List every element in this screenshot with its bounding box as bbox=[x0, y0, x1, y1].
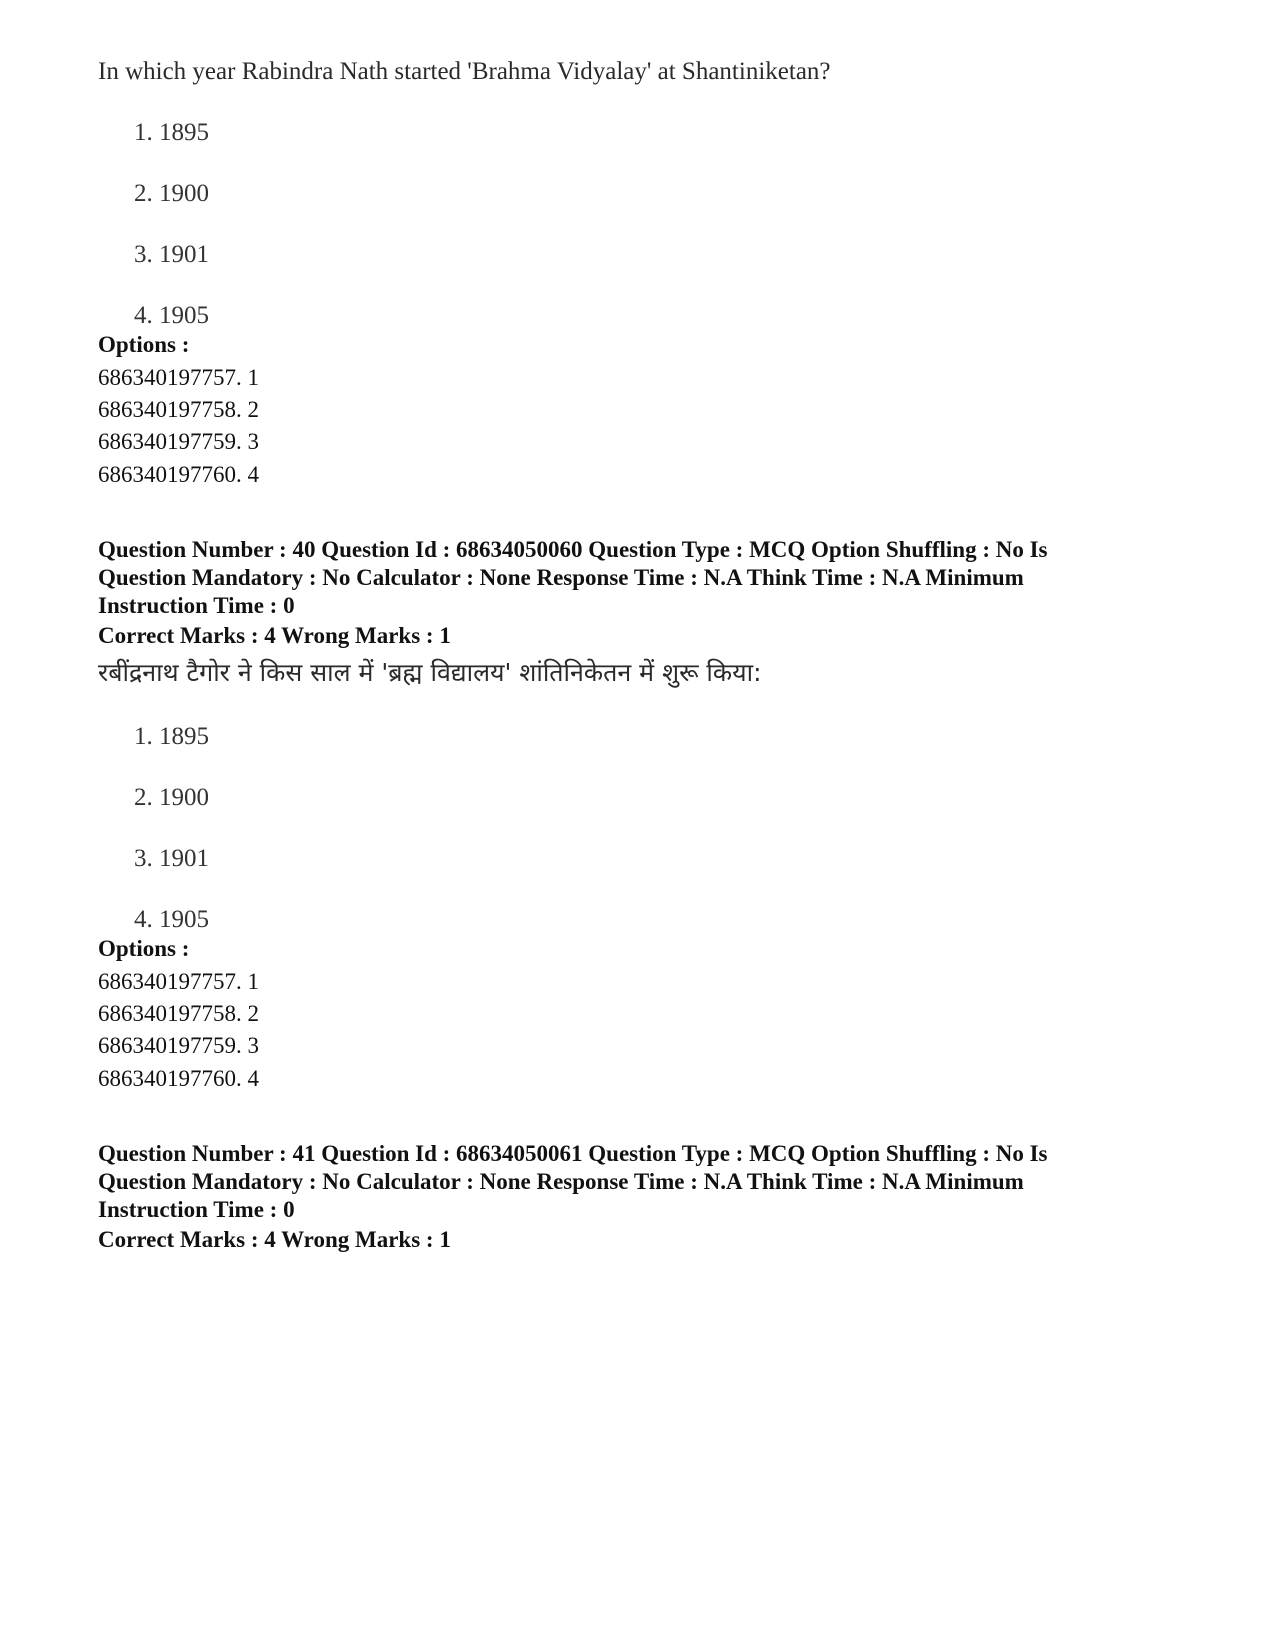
question-39-text: In which year Rabindra Nath started 'Brahma Vidyalay' at Shantiniketan? bbox=[98, 58, 831, 85]
question-39-option-1: 686340197757. 1 bbox=[98, 365, 259, 390]
question-39-option-4: 686340197760. 4 bbox=[98, 462, 259, 487]
question-41-meta bbox=[98, 1140, 1178, 1224]
question-39-option-3: 686340197759. 3 bbox=[98, 429, 259, 454]
question-41-marks: Correct Marks : 4 Wrong Marks : 1 bbox=[98, 1227, 451, 1252]
question-40-meta-line-2: Question Mandatory : No Calculator : None Response Time : N.A Think Time : N.A Minimum bbox=[98, 565, 1024, 590]
question-40-option-3: 686340197759. 3 bbox=[98, 1033, 259, 1058]
question-41-meta-line-3: Instruction Time : 0 bbox=[98, 1197, 295, 1222]
question-40-choice-3: 3. 1901 bbox=[134, 845, 209, 872]
question-41-meta-line-1: Question Number : 41 Question Id : 68634050061 Question Type : MCQ Option Shuffling : No Is bbox=[98, 1141, 1048, 1166]
question-39-choice-1: 1. 1895 bbox=[134, 119, 209, 146]
question-40-meta-line-3: Instruction Time : 0 bbox=[98, 593, 295, 618]
question-40-option-4: 686340197760. 4 bbox=[98, 1066, 259, 1091]
question-40-meta-line-1: Question Number : 40 Question Id : 68634050060 Question Type : MCQ Option Shuffling : No Is bbox=[98, 537, 1048, 562]
question-39-choice-2: 2. 1900 bbox=[134, 180, 209, 207]
question-41-meta-line-2: Question Mandatory : No Calculator : None Response Time : N.A Think Time : N.A Minimum bbox=[98, 1169, 1024, 1194]
question-40-meta bbox=[98, 536, 1178, 620]
question-40-choice-4: 4. 1905 bbox=[134, 906, 209, 933]
question-39-option-2: 686340197758. 2 bbox=[98, 397, 259, 422]
question-40-marks: Correct Marks : 4 Wrong Marks : 1 bbox=[98, 623, 451, 648]
question-40-option-1: 686340197757. 1 bbox=[98, 969, 259, 994]
question-39-options-label: Options : bbox=[98, 332, 190, 357]
question-40-choice-1: 1. 1895 bbox=[134, 723, 209, 750]
question-40-options-label: Options : bbox=[98, 936, 190, 961]
question-40-choice-2: 2. 1900 bbox=[134, 784, 209, 811]
question-39-choice-3: 3. 1901 bbox=[134, 241, 209, 268]
question-40-option-2: 686340197758. 2 bbox=[98, 1001, 259, 1026]
question-40-text: रबींद्रनाथ टैगोर ने किस साल में 'ब्रह्म विद्यालय' शांतिनिकेतन में शुरू किया: bbox=[98, 658, 762, 687]
question-39-choice-4: 4. 1905 bbox=[134, 302, 209, 329]
